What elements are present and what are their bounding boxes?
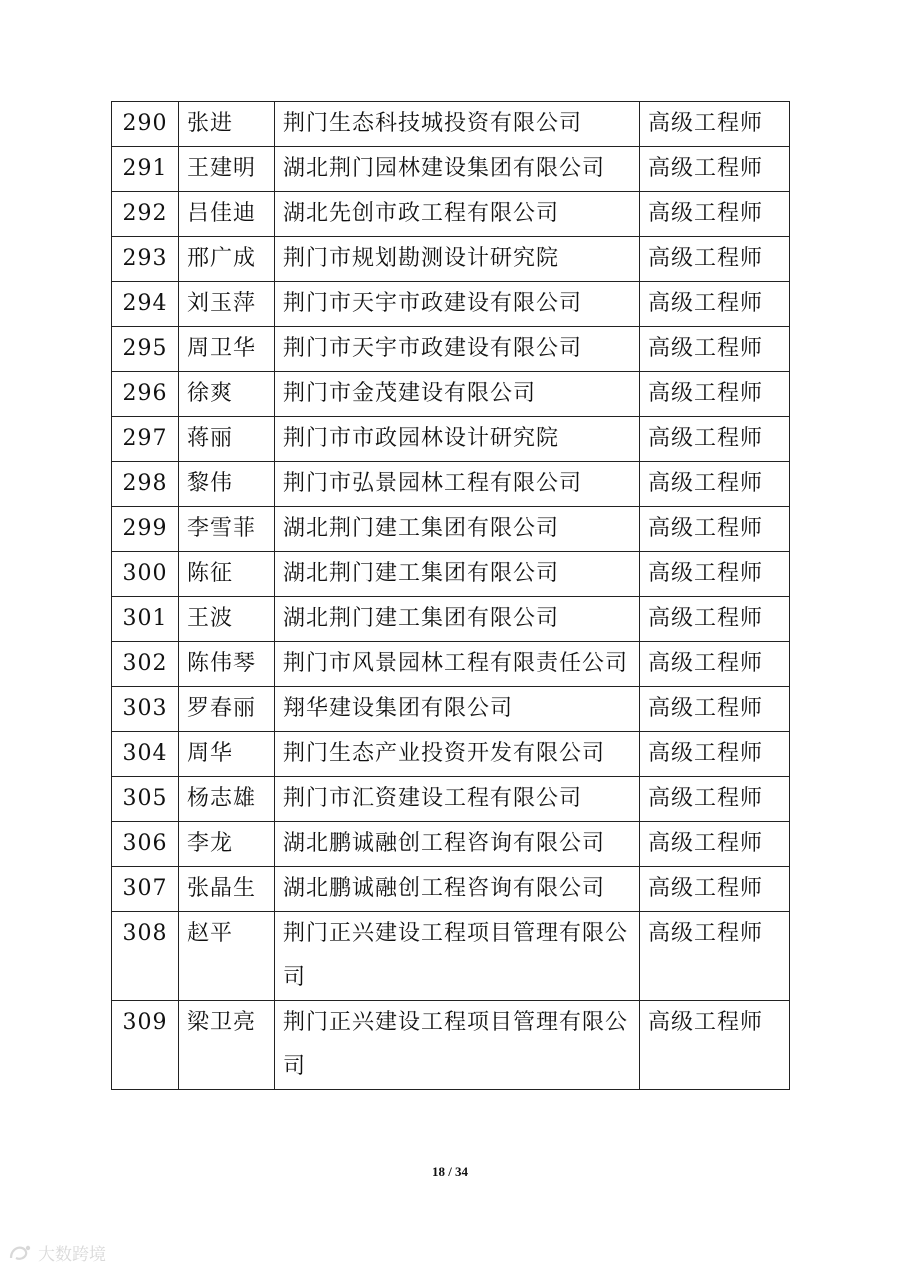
cell-number: 297 — [112, 417, 179, 462]
cell-name: 蒋丽 — [179, 417, 275, 462]
cell-name: 周华 — [179, 732, 275, 777]
cell-title: 高级工程师 — [640, 282, 790, 327]
watermark-text: 大数跨境 — [38, 1245, 106, 1265]
watermark — [8, 1240, 106, 1265]
cell-number: 296 — [112, 372, 179, 417]
cell-number: 305 — [112, 777, 179, 822]
cell-name: 邢广成 — [179, 237, 275, 282]
cell-number: 292 — [112, 192, 179, 237]
table-row — [112, 282, 790, 327]
cell-organization: 荆门正兴建设工程项目管理有限公司 — [275, 912, 640, 1001]
cell-title: 高级工程师 — [640, 777, 790, 822]
table-row — [112, 147, 790, 192]
cell-name: 徐爽 — [179, 372, 275, 417]
cell-organization: 翔华建设集团有限公司 — [275, 687, 640, 732]
cell-organization: 湖北先创市政工程有限公司 — [275, 192, 640, 237]
cell-title: 高级工程师 — [640, 867, 790, 912]
cell-organization: 荆门市规划勘测设计研究院 — [275, 237, 640, 282]
cell-title: 高级工程师 — [640, 732, 790, 777]
cell-number: 298 — [112, 462, 179, 507]
table-row — [112, 102, 790, 147]
cell-name: 周卫华 — [179, 327, 275, 372]
table-row — [112, 327, 790, 372]
cell-number: 291 — [112, 147, 179, 192]
cell-number: 307 — [112, 867, 179, 912]
table-row — [112, 732, 790, 777]
cell-organization: 湖北荆门园林建设集团有限公司 — [275, 147, 640, 192]
cell-organization: 荆门市天宇市政建设有限公司 — [275, 327, 640, 372]
cell-number: 303 — [112, 687, 179, 732]
cell-name: 陈征 — [179, 552, 275, 597]
cell-title: 高级工程师 — [640, 327, 790, 372]
cell-title: 高级工程师 — [640, 147, 790, 192]
cell-name: 张进 — [179, 102, 275, 147]
cell-title: 高级工程师 — [640, 192, 790, 237]
table-row — [112, 552, 790, 597]
cell-organization: 荆门市天宇市政建设有限公司 — [275, 282, 640, 327]
table-row — [112, 372, 790, 417]
cell-title: 高级工程师 — [640, 372, 790, 417]
cell-number: 290 — [112, 102, 179, 147]
table-row — [112, 597, 790, 642]
cell-number: 301 — [112, 597, 179, 642]
brand-logo-icon — [8, 1242, 34, 1264]
cell-title: 高级工程师 — [640, 822, 790, 867]
cell-organization: 荆门市弘景园林工程有限公司 — [275, 462, 640, 507]
cell-name: 梁卫亮 — [179, 1001, 275, 1090]
cell-organization: 荆门市风景园林工程有限责任公司 — [275, 642, 640, 687]
cell-name: 吕佳迪 — [179, 192, 275, 237]
cell-name: 张晶生 — [179, 867, 275, 912]
cell-name: 赵平 — [179, 912, 275, 1001]
page-number: 18 / 34 — [431, 1164, 469, 1179]
table-row — [112, 867, 790, 912]
cell-name: 罗春丽 — [179, 687, 275, 732]
table-row — [112, 642, 790, 687]
roster-table — [111, 101, 790, 1090]
cell-number: 304 — [112, 732, 179, 777]
cell-number: 309 — [112, 1001, 179, 1090]
cell-title: 高级工程师 — [640, 912, 790, 1001]
cell-organization: 湖北鹏诚融创工程咨询有限公司 — [275, 867, 640, 912]
cell-organization: 荆门市金茂建设有限公司 — [275, 372, 640, 417]
cell-name: 李雪菲 — [179, 507, 275, 552]
cell-name: 李龙 — [179, 822, 275, 867]
cell-organization: 湖北荆门建工集团有限公司 — [275, 597, 640, 642]
cell-number: 306 — [112, 822, 179, 867]
table-row — [112, 1001, 790, 1090]
cell-title: 高级工程师 — [640, 237, 790, 282]
cell-title: 高级工程师 — [640, 552, 790, 597]
table-row — [112, 237, 790, 282]
table-row — [112, 507, 790, 552]
cell-number: 293 — [112, 237, 179, 282]
cell-organization: 荆门市汇资建设工程有限公司 — [275, 777, 640, 822]
table-row — [112, 777, 790, 822]
table-row — [112, 462, 790, 507]
cell-title: 高级工程师 — [640, 1001, 790, 1090]
cell-organization: 荆门生态产业投资开发有限公司 — [275, 732, 640, 777]
cell-title: 高级工程师 — [640, 687, 790, 732]
cell-title: 高级工程师 — [640, 462, 790, 507]
cell-title: 高级工程师 — [640, 642, 790, 687]
cell-organization: 湖北荆门建工集团有限公司 — [275, 552, 640, 597]
cell-name: 杨志雄 — [179, 777, 275, 822]
table-row — [112, 687, 790, 732]
table-row — [112, 417, 790, 462]
cell-title: 高级工程师 — [640, 507, 790, 552]
cell-number: 302 — [112, 642, 179, 687]
table-row — [112, 822, 790, 867]
cell-title: 高级工程师 — [640, 102, 790, 147]
cell-name: 刘玉萍 — [179, 282, 275, 327]
cell-name: 王建明 — [179, 147, 275, 192]
table-row — [112, 912, 790, 1001]
cell-organization: 湖北鹏诚融创工程咨询有限公司 — [275, 822, 640, 867]
cell-number: 300 — [112, 552, 179, 597]
roster-body — [112, 102, 790, 1090]
cell-name: 王波 — [179, 597, 275, 642]
cell-number: 308 — [112, 912, 179, 1001]
cell-organization: 荆门生态科技城投资有限公司 — [275, 102, 640, 147]
cell-organization: 荆门市市政园林设计研究院 — [275, 417, 640, 462]
cell-number: 299 — [112, 507, 179, 552]
cell-organization: 湖北荆门建工集团有限公司 — [275, 507, 640, 552]
cell-number: 294 — [112, 282, 179, 327]
cell-number: 295 — [112, 327, 179, 372]
table-row — [112, 192, 790, 237]
cell-organization: 荆门正兴建设工程项目管理有限公司 — [275, 1001, 640, 1090]
cell-title: 高级工程师 — [640, 597, 790, 642]
cell-title: 高级工程师 — [640, 417, 790, 462]
cell-name: 陈伟琴 — [179, 642, 275, 687]
cell-name: 黎伟 — [179, 462, 275, 507]
